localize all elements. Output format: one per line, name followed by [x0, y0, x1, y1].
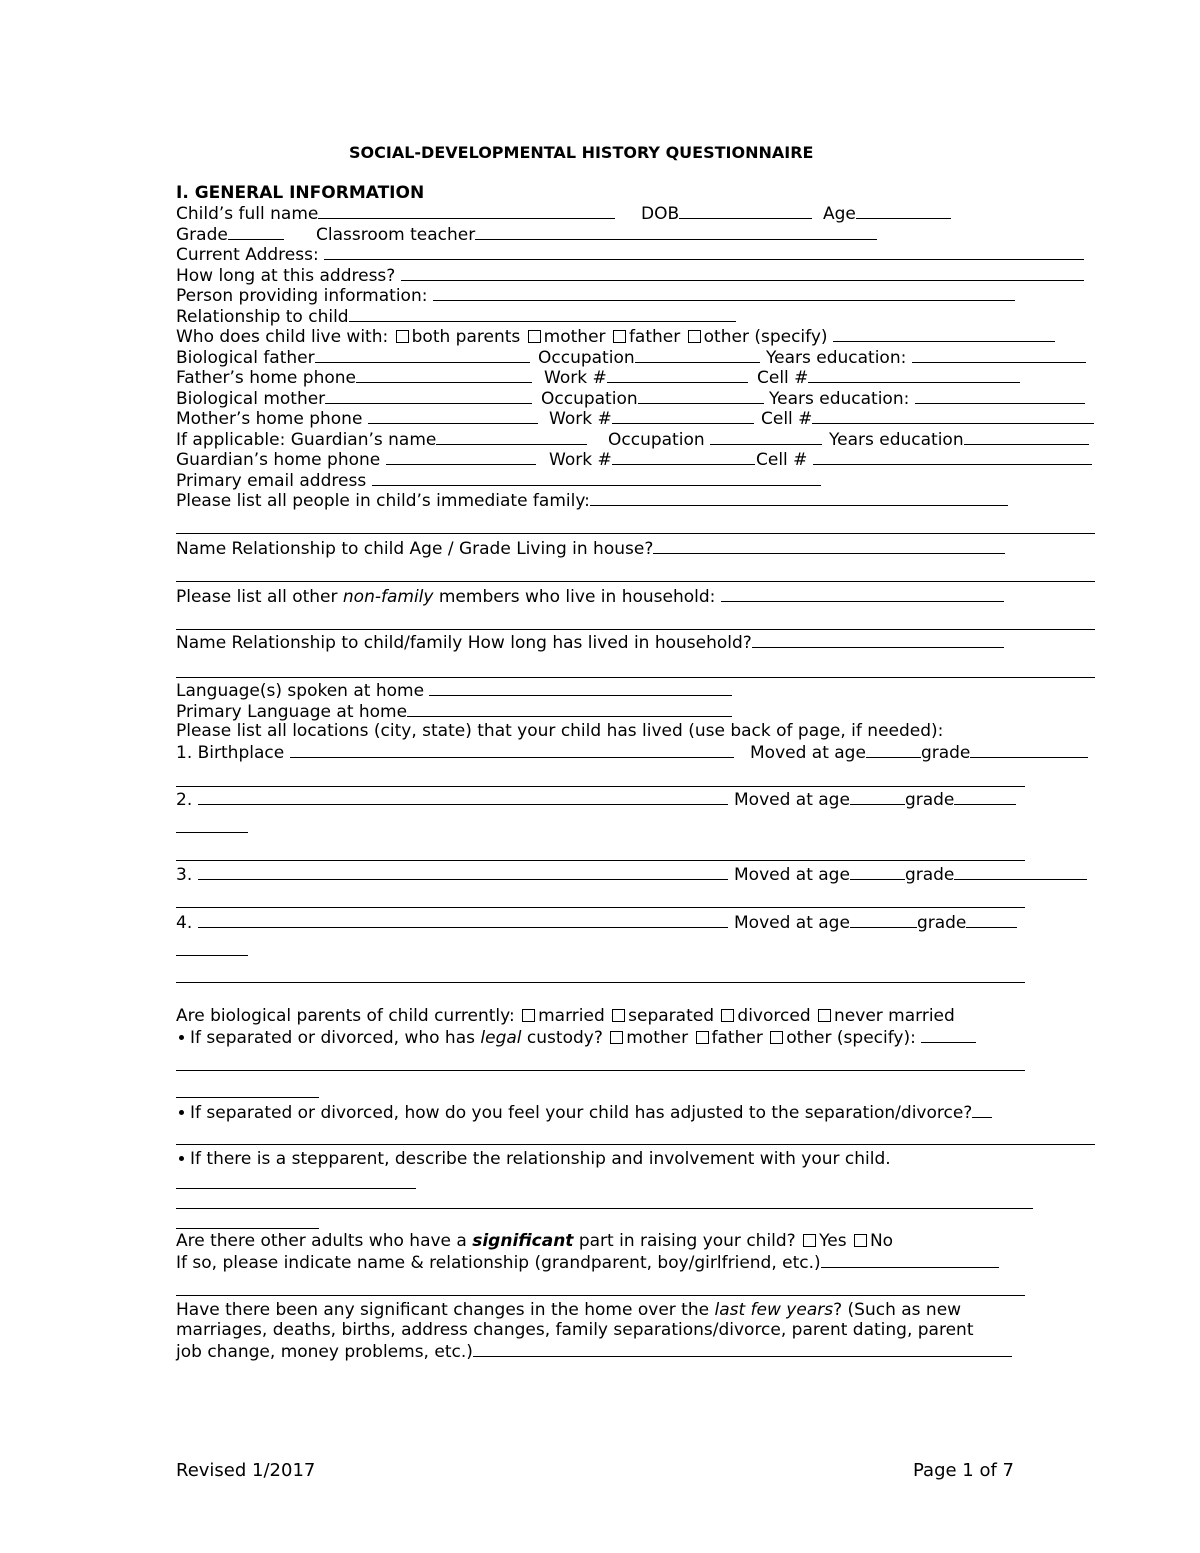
- custody-other-label: other (specify):: [786, 1028, 916, 1048]
- stepparent-line-2[interactable]: [176, 1208, 1033, 1209]
- father-occupation-label: Occupation: [538, 348, 635, 368]
- other-adults-row: [176, 1231, 893, 1251]
- guardian-education-label: Years education: [829, 430, 964, 450]
- guardian-phone-label: Guardian’s home phone: [176, 450, 381, 470]
- guardian-cell-row: [756, 449, 1092, 470]
- person-providing-field[interactable]: [433, 285, 1015, 301]
- bullet-icon: [179, 1035, 184, 1040]
- section-heading-general-information: I. GENERAL INFORMATION: [176, 183, 425, 203]
- bullet-icon: [179, 1156, 184, 1161]
- email-field[interactable]: [372, 470, 821, 486]
- location-3-field[interactable]: [198, 864, 728, 880]
- father-education-label: Years education:: [766, 348, 907, 368]
- bio-mother-label: Biological mother: [176, 389, 326, 409]
- mother-work-label: Work #: [549, 409, 612, 429]
- both-parents-checkbox[interactable]: [396, 330, 409, 343]
- nonfamily-columns-field[interactable]: [752, 632, 1004, 648]
- location-3-line[interactable]: [176, 907, 1025, 908]
- father-occupation-row: [538, 347, 760, 368]
- divorced-label: divorced: [737, 1006, 811, 1026]
- person-providing-label: Person providing information:: [176, 286, 428, 306]
- custody-father-label: father: [711, 1028, 763, 1048]
- grade-label: Grade: [176, 225, 228, 245]
- guardian-cell-label: Cell #: [756, 450, 808, 470]
- primary-language-field[interactable]: [407, 701, 732, 717]
- location-1-grade-field[interactable]: [970, 742, 1088, 758]
- mother-education-label: Years education:: [769, 389, 910, 409]
- father-cell-field[interactable]: [808, 367, 1020, 383]
- location-3-label: 3.: [176, 865, 193, 885]
- bio-father-field[interactable]: [315, 347, 530, 363]
- location-4-grade-label: grade: [916, 913, 967, 933]
- child-name-field[interactable]: [318, 203, 615, 219]
- changes-row-1: [176, 1300, 961, 1320]
- location-4-grade-field[interactable]: [966, 912, 1017, 928]
- never-married-checkbox[interactable]: [818, 1009, 831, 1022]
- nonfamily-list-line[interactable]: [176, 629, 1095, 630]
- father-phone-field[interactable]: [356, 367, 532, 383]
- father-cell-label: Cell #: [757, 368, 809, 388]
- changes-field[interactable]: [473, 1341, 1012, 1357]
- how-long-row: [176, 265, 1084, 286]
- indicate-name-line[interactable]: [176, 1295, 1025, 1296]
- mother-cell-field[interactable]: [812, 408, 1094, 424]
- changes-label-a: Have there been any significant changes in the home over the: [176, 1300, 715, 1320]
- guardian-phone-row: [176, 449, 536, 470]
- address-row: [176, 244, 1084, 265]
- mother-education-row: [769, 388, 1085, 409]
- family-list-row: [176, 490, 1008, 511]
- location-1-moved-field[interactable]: [866, 742, 921, 758]
- mother-occupation-label: Occupation: [541, 389, 638, 409]
- location-4-moved-row: [734, 912, 1017, 933]
- dob-row: [641, 203, 812, 224]
- location-1-line[interactable]: [176, 786, 1025, 787]
- location-2-grade-continuation[interactable]: [176, 832, 248, 833]
- guardian-name-label: If applicable: Guardian’s name: [176, 430, 437, 450]
- changes-row-2: marriages, deaths, births, address changes, family separations/divorce, parent dating, parent: [176, 1320, 974, 1340]
- father-cell-row: [757, 367, 1020, 388]
- location-4-moved-field[interactable]: [850, 912, 917, 928]
- location-3-moved-label: Moved at age: [734, 865, 850, 885]
- child-name-row: [176, 203, 615, 224]
- location-4-label: 4.: [176, 913, 193, 933]
- page-number: Page 1 of 7: [913, 1460, 1014, 1481]
- custody-other-field[interactable]: [921, 1027, 976, 1043]
- other-adults-label-b: part in raising your child?: [573, 1231, 796, 1251]
- nonfamily-list-label-b: members who live in household:: [433, 587, 716, 607]
- father-checkbox[interactable]: [613, 330, 626, 343]
- location-2-grade-label: grade: [904, 790, 955, 810]
- yes-checkbox[interactable]: [803, 1234, 816, 1247]
- location-2-moved-label: Moved at age: [734, 790, 850, 810]
- teacher-field[interactable]: [475, 224, 877, 240]
- father-education-row: [766, 347, 1086, 368]
- never-married-label: never married: [834, 1006, 955, 1026]
- grade-row: [176, 224, 284, 245]
- mother-work-field[interactable]: [612, 408, 754, 424]
- relationship-label: Relationship to child: [176, 307, 349, 327]
- custody-label-a: If separated or divorced, who has: [190, 1028, 481, 1048]
- other-specify-label: other (specify): [703, 327, 828, 347]
- guardian-education-field[interactable]: [964, 429, 1089, 445]
- grade-field[interactable]: [228, 224, 284, 240]
- custody-mother-label: mother: [626, 1028, 689, 1048]
- location-4-line[interactable]: [176, 982, 1025, 983]
- mother-phone-label: Mother’s home phone: [176, 409, 363, 429]
- how-long-field[interactable]: [401, 265, 1084, 281]
- changes-row-3: [176, 1341, 1012, 1362]
- location-1-moved-row: [750, 742, 1088, 763]
- languages-field[interactable]: [429, 680, 732, 696]
- bio-father-row: [176, 347, 530, 368]
- family-list-label: Please list all people in child’s immediate family:: [176, 491, 590, 511]
- location-1-field[interactable]: [290, 742, 734, 758]
- age-field[interactable]: [856, 203, 951, 219]
- bio-mother-row: [176, 388, 532, 409]
- lives-with-label: Who does child live with:: [176, 327, 389, 347]
- primary-language-label: Primary Language at home: [176, 702, 408, 722]
- nonfamily-list-field[interactable]: [721, 586, 1004, 602]
- other-adults-label-a: Are there other adults who have a: [176, 1231, 473, 1251]
- guardian-occupation-row: [608, 429, 822, 450]
- married-checkbox[interactable]: [522, 1009, 535, 1022]
- bio-father-label: Biological father: [176, 348, 315, 368]
- divorced-checkbox[interactable]: [721, 1009, 734, 1022]
- changes-label-b: ? (Such as new: [833, 1300, 962, 1320]
- guardian-work-row: [549, 449, 755, 470]
- location-2-moved-field[interactable]: [850, 789, 905, 805]
- mother-occupation-field[interactable]: [638, 388, 764, 404]
- adjustment-field[interactable]: [972, 1102, 992, 1118]
- person-providing-row: [176, 285, 1015, 306]
- age-label: Age: [823, 204, 856, 224]
- dob-field[interactable]: [679, 203, 812, 219]
- indicate-name-row: [176, 1252, 999, 1273]
- document-title: SOCIAL-DEVELOPMENTAL HISTORY QUESTIONNAIRE: [349, 143, 814, 162]
- family-columns-label: Name Relationship to child Age / Grade Living in house?: [176, 539, 654, 559]
- other-adults-emphasis: significant: [472, 1231, 574, 1251]
- custody-other-checkbox[interactable]: [770, 1031, 783, 1044]
- guardian-name-field[interactable]: [436, 429, 587, 445]
- stepparent-line-3[interactable]: [176, 1228, 319, 1229]
- nonfamily-list-row: [176, 586, 1004, 607]
- married-label: married: [538, 1006, 605, 1026]
- nonfamily-columns-label: Name Relationship to child/family How long has lived in household?: [176, 633, 752, 653]
- custody-continuation[interactable]: [176, 1097, 319, 1098]
- custody-line[interactable]: [176, 1070, 1025, 1071]
- email-row: [176, 470, 821, 491]
- primary-language-row: [176, 701, 732, 722]
- family-list-field[interactable]: [590, 490, 1008, 506]
- guardian-cell-field[interactable]: [813, 449, 1092, 465]
- locations-instruction: Please list all locations (city, state) that your child has lived (use back of page, if needed):: [176, 721, 944, 741]
- other-specify-field[interactable]: [833, 326, 1055, 342]
- address-label: Current Address:: [176, 245, 319, 265]
- location-1-row: [176, 742, 734, 763]
- guardian-name-row: [176, 429, 587, 450]
- guardian-phone-field[interactable]: [386, 449, 536, 465]
- location-2-label: 2.: [176, 790, 193, 810]
- custody-mother-checkbox[interactable]: [610, 1031, 623, 1044]
- other-checkbox[interactable]: [688, 330, 701, 343]
- location-4-moved-label: Moved at age: [734, 913, 850, 933]
- no-checkbox[interactable]: [854, 1234, 867, 1247]
- guardian-education-row: [829, 429, 1089, 450]
- location-2-row: [176, 789, 728, 810]
- nonfamily-columns-line[interactable]: [176, 677, 1095, 678]
- location-4-grade-continuation[interactable]: [176, 955, 248, 956]
- marital-status-label: Are biological parents of child currently:: [176, 1006, 515, 1026]
- languages-label: Language(s) spoken at home: [176, 681, 425, 701]
- custody-emphasis: legal: [480, 1028, 522, 1048]
- indicate-name-label: If so, please indicate name & relationship (grandparent, boy/girlfriend, etc.): [176, 1253, 821, 1273]
- mother-phone-row: [176, 408, 538, 429]
- address-field[interactable]: [324, 244, 1084, 260]
- both-parents-label: both parents: [411, 327, 521, 347]
- teacher-label: Classroom teacher: [316, 225, 476, 245]
- bio-mother-field[interactable]: [325, 388, 532, 404]
- stepparent-row: [176, 1149, 891, 1169]
- mother-occupation-row: [541, 388, 764, 409]
- location-1-label: 1. Birthplace: [176, 743, 285, 763]
- nonfamily-list-emphasis: non-family: [342, 587, 434, 607]
- adjustment-label: If separated or divorced, how do you feel your child has adjusted to the separation/divorce?: [190, 1103, 973, 1123]
- father-phone-label: Father’s home phone: [176, 368, 356, 388]
- yes-label: Yes: [819, 1231, 847, 1251]
- location-2-moved-row: [734, 789, 1016, 810]
- separated-label: separated: [628, 1006, 715, 1026]
- guardian-work-label: Work #: [549, 450, 612, 470]
- father-work-field[interactable]: [607, 367, 748, 383]
- family-columns-row: [176, 538, 1005, 559]
- father-education-field[interactable]: [912, 347, 1086, 363]
- family-list-line[interactable]: [176, 533, 1095, 534]
- family-columns-line[interactable]: [176, 581, 1095, 582]
- location-4-field[interactable]: [198, 912, 728, 928]
- father-label: father: [628, 327, 681, 347]
- location-4-row: [176, 912, 728, 933]
- how-long-label: How long at this address?: [176, 266, 396, 286]
- location-2-field[interactable]: [198, 789, 728, 805]
- changes-emphasis: last few years: [714, 1300, 834, 1320]
- relationship-row: [176, 306, 736, 327]
- indicate-name-field[interactable]: [821, 1252, 999, 1268]
- location-2-line[interactable]: [176, 860, 1025, 861]
- guardian-occupation-field[interactable]: [710, 429, 822, 445]
- mother-cell-row: [761, 408, 1094, 429]
- bullet-icon: [179, 1110, 184, 1115]
- guardian-work-field[interactable]: [612, 449, 755, 465]
- marital-status-row: [176, 1006, 955, 1026]
- adjustment-row: [176, 1102, 992, 1123]
- location-1-moved-label: Moved at age: [750, 743, 866, 763]
- adjustment-line[interactable]: [176, 1144, 1095, 1145]
- relationship-field[interactable]: [349, 306, 736, 322]
- family-columns-field[interactable]: [653, 538, 1005, 554]
- custody-row: [176, 1027, 976, 1048]
- custody-label-b: custody?: [521, 1028, 603, 1048]
- lives-with-row: [176, 326, 1055, 347]
- stepparent-line-1[interactable]: [176, 1188, 416, 1189]
- child-name-label: Child’s full name: [176, 204, 319, 224]
- location-3-moved-field[interactable]: [850, 864, 905, 880]
- father-phone-row: [176, 367, 532, 388]
- location-3-grade-label: grade: [904, 865, 955, 885]
- nonfamily-list-label-a: Please list all other: [176, 587, 343, 607]
- nonfamily-columns-row: [176, 632, 1004, 653]
- age-row: [823, 203, 951, 224]
- changes-label-3: job change, money problems, etc.): [176, 1342, 473, 1362]
- location-2-grade-field[interactable]: [954, 789, 1016, 805]
- location-3-grade-field[interactable]: [954, 864, 1087, 880]
- email-label: Primary email address: [176, 471, 367, 491]
- stepparent-label: If there is a stepparent, describe the relationship and involvement with your child.: [190, 1149, 891, 1169]
- mother-work-row: [549, 408, 754, 429]
- father-work-label: Work #: [544, 368, 607, 388]
- location-3-row: [176, 864, 728, 885]
- mother-education-field[interactable]: [915, 388, 1085, 404]
- revised-date: Revised 1/2017: [176, 1460, 316, 1481]
- custody-father-checkbox[interactable]: [696, 1031, 709, 1044]
- teacher-row: [316, 224, 877, 245]
- mother-cell-label: Cell #: [761, 409, 813, 429]
- dob-label: DOB: [641, 204, 680, 224]
- languages-row: [176, 680, 732, 701]
- location-1-grade-label: grade: [920, 743, 971, 763]
- location-3-moved-row: [734, 864, 1087, 885]
- father-occupation-field[interactable]: [635, 347, 760, 363]
- no-label: No: [869, 1231, 894, 1251]
- mother-phone-field[interactable]: [368, 408, 538, 424]
- mother-checkbox[interactable]: [528, 330, 541, 343]
- separated-checkbox[interactable]: [612, 1009, 625, 1022]
- father-work-row: [544, 367, 748, 388]
- mother-label: mother: [543, 327, 606, 347]
- guardian-occupation-label: Occupation: [608, 430, 705, 450]
